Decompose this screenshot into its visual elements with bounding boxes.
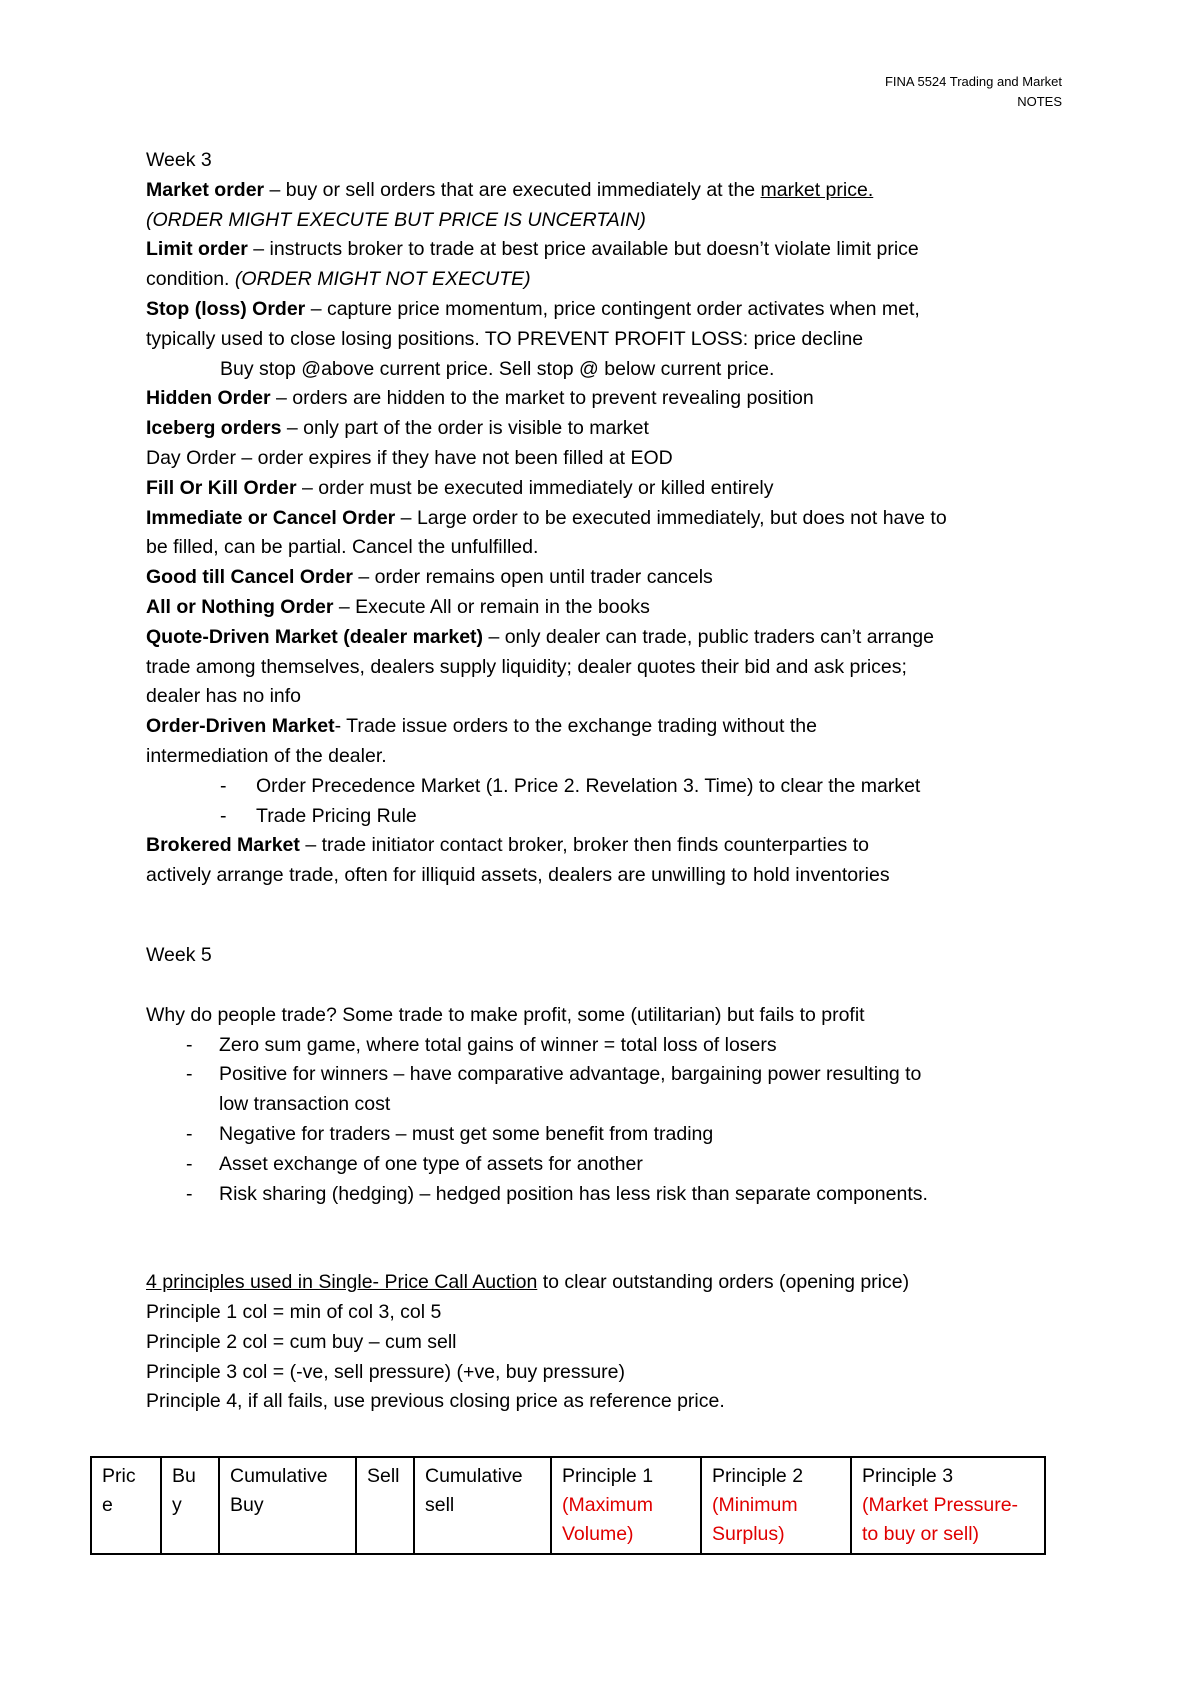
list-item [146, 1120, 1076, 1150]
definition: – orders are hidden to the market to prevent revealing position [270, 387, 814, 410]
list-item-text: Trade Pricing Rule [256, 804, 417, 827]
term: Immediate or Cancel Order [146, 506, 396, 529]
term: Limit order [146, 238, 248, 261]
dash-bullet: - [186, 1063, 193, 1086]
list-item-text: Asset exchange of one type of assets for another [219, 1152, 643, 1175]
underlined-text: 4 principles used in Single- Price Call Auction [146, 1271, 538, 1294]
header-label: Principle 1 [562, 1465, 654, 1487]
list-item [146, 1180, 1076, 1210]
table-header-cell [851, 1457, 1045, 1554]
header-course-title: FINA 5524 Trading and Market [884, 74, 1062, 89]
list-item-text: low transaction cost [219, 1093, 391, 1116]
quote-driven-line-3: dealer has no info [146, 685, 302, 708]
document-body [146, 146, 1076, 1417]
list-item-text: Negative for traders – must get some benefit from trading [219, 1122, 714, 1145]
principle-line: Principle 3 col = (-ve, sell pressure) (+ve, buy pressure) [146, 1360, 626, 1383]
definition: – Execute All or remain in the books [333, 595, 650, 618]
list-item [146, 1150, 1076, 1180]
day-order-line: Day Order – order expires if they have not been filled at EOD [146, 446, 673, 469]
quote-driven-line-2: trade among themselves, dealers supply liquidity; dealer quotes their bid and ask prices; [146, 655, 907, 678]
dash-bullet: - [186, 1152, 193, 1175]
definition: – order must be executed immediately or killed entirely [296, 476, 774, 499]
principle-line: Principle 4, if all fails, use previous closing price as reference price. [146, 1390, 725, 1413]
list-item-text: Risk sharing (hedging) – hedged position has less risk than separate components. [219, 1182, 928, 1205]
page-header [885, 72, 1062, 112]
header-notes-label: NOTES [1017, 94, 1062, 109]
dash-bullet: - [220, 774, 227, 797]
table-header-cell [701, 1457, 851, 1554]
term: Hidden Order [146, 387, 271, 410]
list-item [146, 1031, 1076, 1061]
header-sublabel: (Minimum Surplus) [712, 1494, 798, 1545]
table-header-cell [356, 1457, 414, 1554]
brokered-market-line [146, 831, 1076, 861]
term: Order-Driven Market [146, 715, 335, 738]
brokered-market-line-2: actively arrange trade, often for illiquid assets, dealers are unwilling to hold inventories [146, 864, 890, 887]
table-header-cell [551, 1457, 701, 1554]
list-item-text: Positive for winners – have comparative advantage, bargaining power resulting to [219, 1063, 922, 1086]
table-header-row [91, 1457, 1045, 1554]
definition: – order remains open until trader cancels [352, 566, 713, 589]
list-item-text: Order Precedence Market (1. Price 2. Revelation 3. Time) to clear the market [256, 774, 921, 797]
header-label: Sell [367, 1465, 400, 1487]
stop-order-line-3: Buy stop @above current price. Sell stop @ below current price. [220, 357, 775, 380]
market-order-line [146, 176, 1076, 206]
definition: – buy or sell orders that are executed immediately at the [264, 178, 761, 201]
underlined-text: market price. [760, 178, 874, 201]
header-label: Cumulative sell [425, 1465, 523, 1516]
order-driven-line-2: intermediation of the dealer. [146, 744, 387, 767]
header-label: Principle 2 [712, 1465, 804, 1487]
stop-order-line-2: typically used to close losing positions. TO PREVENT PROFIT LOSS: price decline [146, 327, 864, 350]
list-item [146, 1060, 1076, 1090]
limit-order-line [146, 235, 1076, 265]
auction-principles-table [90, 1456, 1046, 1555]
market-order-note: (ORDER MIGHT EXECUTE BUT PRICE IS UNCERTAIN) [146, 208, 646, 231]
definition: – trade initiator contact broker, broker then finds counterparties to [299, 834, 869, 857]
term: Fill Or Kill Order [146, 476, 297, 499]
header-label: Pric e [102, 1465, 136, 1516]
table-header-cell [91, 1457, 161, 1554]
term: All or Nothing Order [146, 595, 334, 618]
week5-title: Week 5 [146, 943, 212, 966]
definition: – only part of the order is visible to market [281, 417, 649, 440]
list-item [146, 772, 1076, 802]
iceberg-order-line [146, 414, 1076, 444]
list-item-continuation [146, 1090, 1076, 1120]
list-item [146, 802, 1076, 832]
gtc-order-line [146, 563, 1076, 593]
principle-line: Principle 2 col = cum buy – cum sell [146, 1330, 457, 1353]
header-sublabel: (Maximum Volume) [562, 1494, 653, 1545]
spacer [146, 971, 1076, 1001]
spacer [146, 1209, 1076, 1268]
header-sublabel: (Market Pressure- to buy or sell) [862, 1494, 1019, 1545]
aon-order-line [146, 593, 1076, 623]
limit-order-line-2 [146, 265, 1076, 295]
quote-driven-line [146, 623, 1076, 653]
dash-bullet: - [220, 804, 227, 827]
term: Iceberg orders [146, 417, 282, 440]
term: Quote-Driven Market (dealer market) [146, 625, 484, 648]
order-driven-line [146, 712, 1076, 742]
definition: condition. [146, 268, 235, 291]
heading-text: to clear outstanding orders (opening price) [537, 1271, 910, 1294]
table-header-cell [414, 1457, 551, 1554]
dash-bullet: - [186, 1122, 193, 1145]
term: Brokered Market [146, 834, 300, 857]
stop-order-line [146, 295, 1076, 325]
note: (ORDER MIGHT NOT EXECUTE) [234, 268, 531, 291]
definition: - Trade issue orders to the exchange trading without the [334, 715, 817, 738]
table-header-cell [161, 1457, 219, 1554]
definition: – only dealer can trade, public traders can’t arrange [483, 625, 934, 648]
dash-bullet: - [186, 1033, 193, 1056]
fok-order-line [146, 474, 1076, 504]
header-label: Cumulative Buy [230, 1465, 328, 1516]
definition: – capture price momentum, price contingent order activates when met, [305, 297, 920, 320]
hidden-order-line [146, 384, 1076, 414]
ioc-order-line-2: be filled, can be partial. Cancel the unfulfilled. [146, 536, 539, 559]
principle-line: Principle 1 col = min of col 3, col 5 [146, 1301, 442, 1324]
week5-question: Why do people trade? Some trade to make profit, some (utilitarian) but fails to profit [146, 1003, 865, 1026]
list-item-text: Zero sum game, where total gains of winner = total loss of losers [219, 1033, 777, 1056]
header-label: Principle 3 [862, 1465, 954, 1487]
term: Market order [146, 178, 265, 201]
principles-heading [146, 1268, 1076, 1298]
dash-bullet: - [186, 1182, 193, 1205]
term: Stop (loss) Order [146, 297, 306, 320]
header-label: Bu y [172, 1465, 196, 1516]
ioc-order-line [146, 504, 1076, 534]
table-header-cell [219, 1457, 356, 1554]
week3-title: Week 3 [146, 149, 212, 171]
term: Good till Cancel Order [146, 566, 353, 589]
spacer [146, 891, 1076, 941]
definition: – Large order to be executed immediately, but does not have to [395, 506, 947, 529]
definition: – instructs broker to trade at best price available but doesn’t violate limit price [247, 238, 919, 261]
